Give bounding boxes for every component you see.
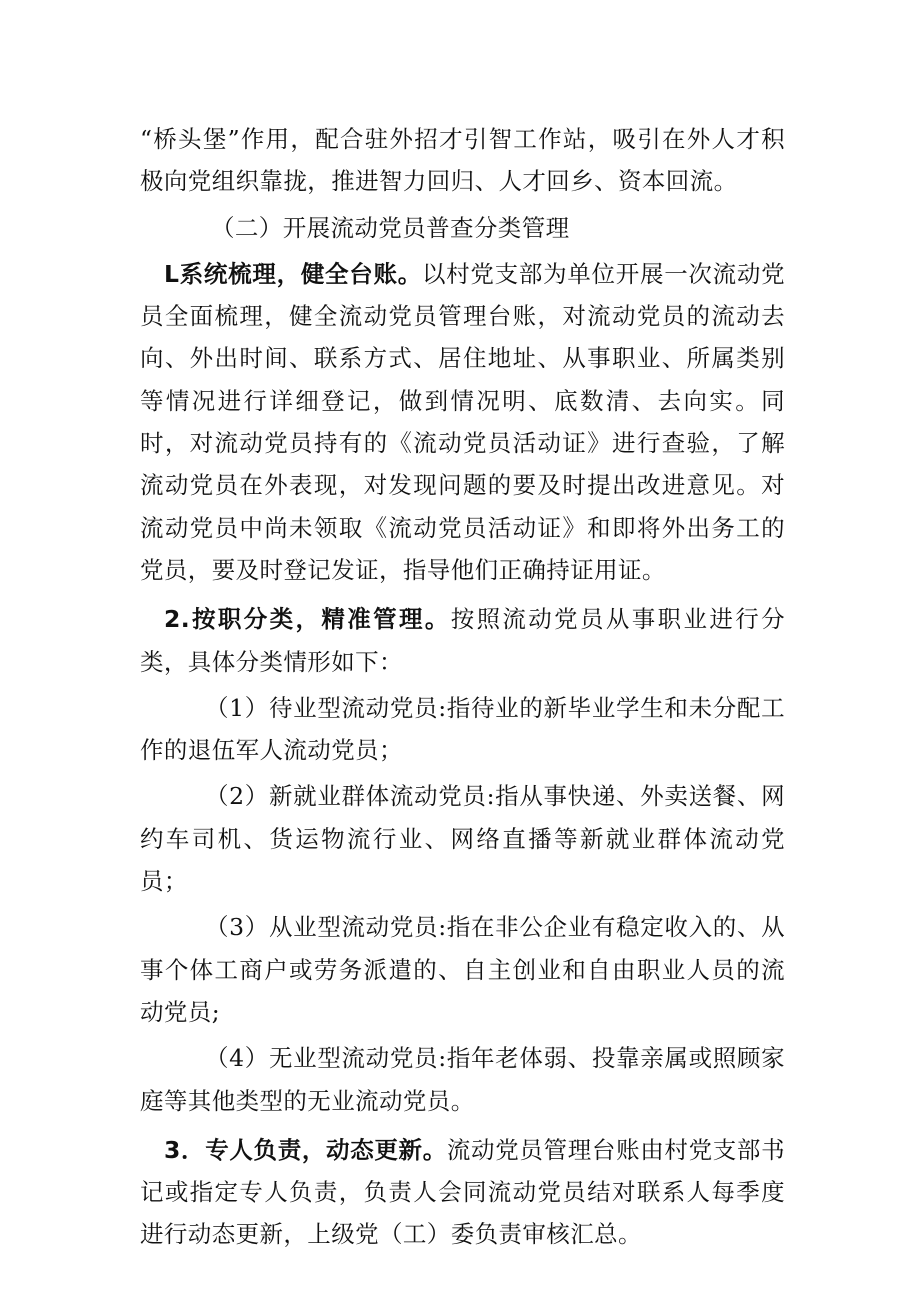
paragraph-item-3 [140, 1129, 785, 1256]
category-item-3 [140, 906, 785, 1033]
category-item-2 [140, 775, 785, 902]
paragraph-text: （1）待业型流动党员:指待业的新毕业学生和未分配工作的退伍军人流动党员； [140, 693, 785, 765]
section-heading-text: （二）开展流动党员普查分类管理 [211, 213, 570, 242]
item-heading: L系统梳理，健全台账。 [164, 259, 422, 288]
paragraph-text: 流动党员管理台账由村党支部书记或指定专人负责，负责人会同流动党员结对联系人每季度进行动态更新，上级党（工）委负责审核汇总。 [140, 1135, 785, 1249]
item-heading: 3．专人负责，动态更新。 [164, 1135, 447, 1164]
item-heading: 2.按职分类，精准管理。 [164, 605, 451, 634]
paragraph-text: （2）新就业群体流动党员:指从事快递、外卖送餐、网约车司机、货运物流行业、网络直播等新就业群体流动党员； [140, 782, 785, 896]
paragraph-text: “桥头堡”作用，配合驻外招才引智工作站，吸引在外人才积极向党组织靠拢，推进智力回归、人才回乡、资本回流。 [140, 125, 785, 196]
paragraph-continuation [140, 118, 785, 203]
category-item-4 [140, 1037, 785, 1122]
section-heading [140, 207, 785, 249]
paragraph-text: （3）从业型流动党员:指在非公企业有稳定收入的、从事个体工商户或劳务派遣的、自主创业和自由职业人员的流动党员; [140, 913, 785, 1026]
paragraph-text: 按照流动党员从事职业进行分类，具体分类情形如下： [140, 605, 785, 676]
category-item-1 [140, 687, 785, 772]
paragraph-item-1 [140, 253, 785, 591]
paragraph-text: 以村党支部为单位开展一次流动党员全面梳理，健全流动党员管理台账，对流动党员的流动去向、外出时间、联系方式、居住地址、从事职业、所属类别等情况进行详细登记，做到情况明、底数清、去向实。同时，对流动党员持有的《流动党员活动证》进行查验，了解流动党员在外表现，对发现问题的要及时提出改进意见。对流动党员中尚未领取《流动党员活动证》和即将外出务工的党员，要及时登记发证，指导他们正确持证用证。 [140, 259, 786, 584]
document-body [140, 118, 785, 1256]
paragraph-item-2 [140, 598, 785, 683]
paragraph-text: （4）无业型流动党员:指年老体弱、投靠亲属或照顾家庭等其他类型的无业流动党员。 [140, 1044, 785, 1115]
